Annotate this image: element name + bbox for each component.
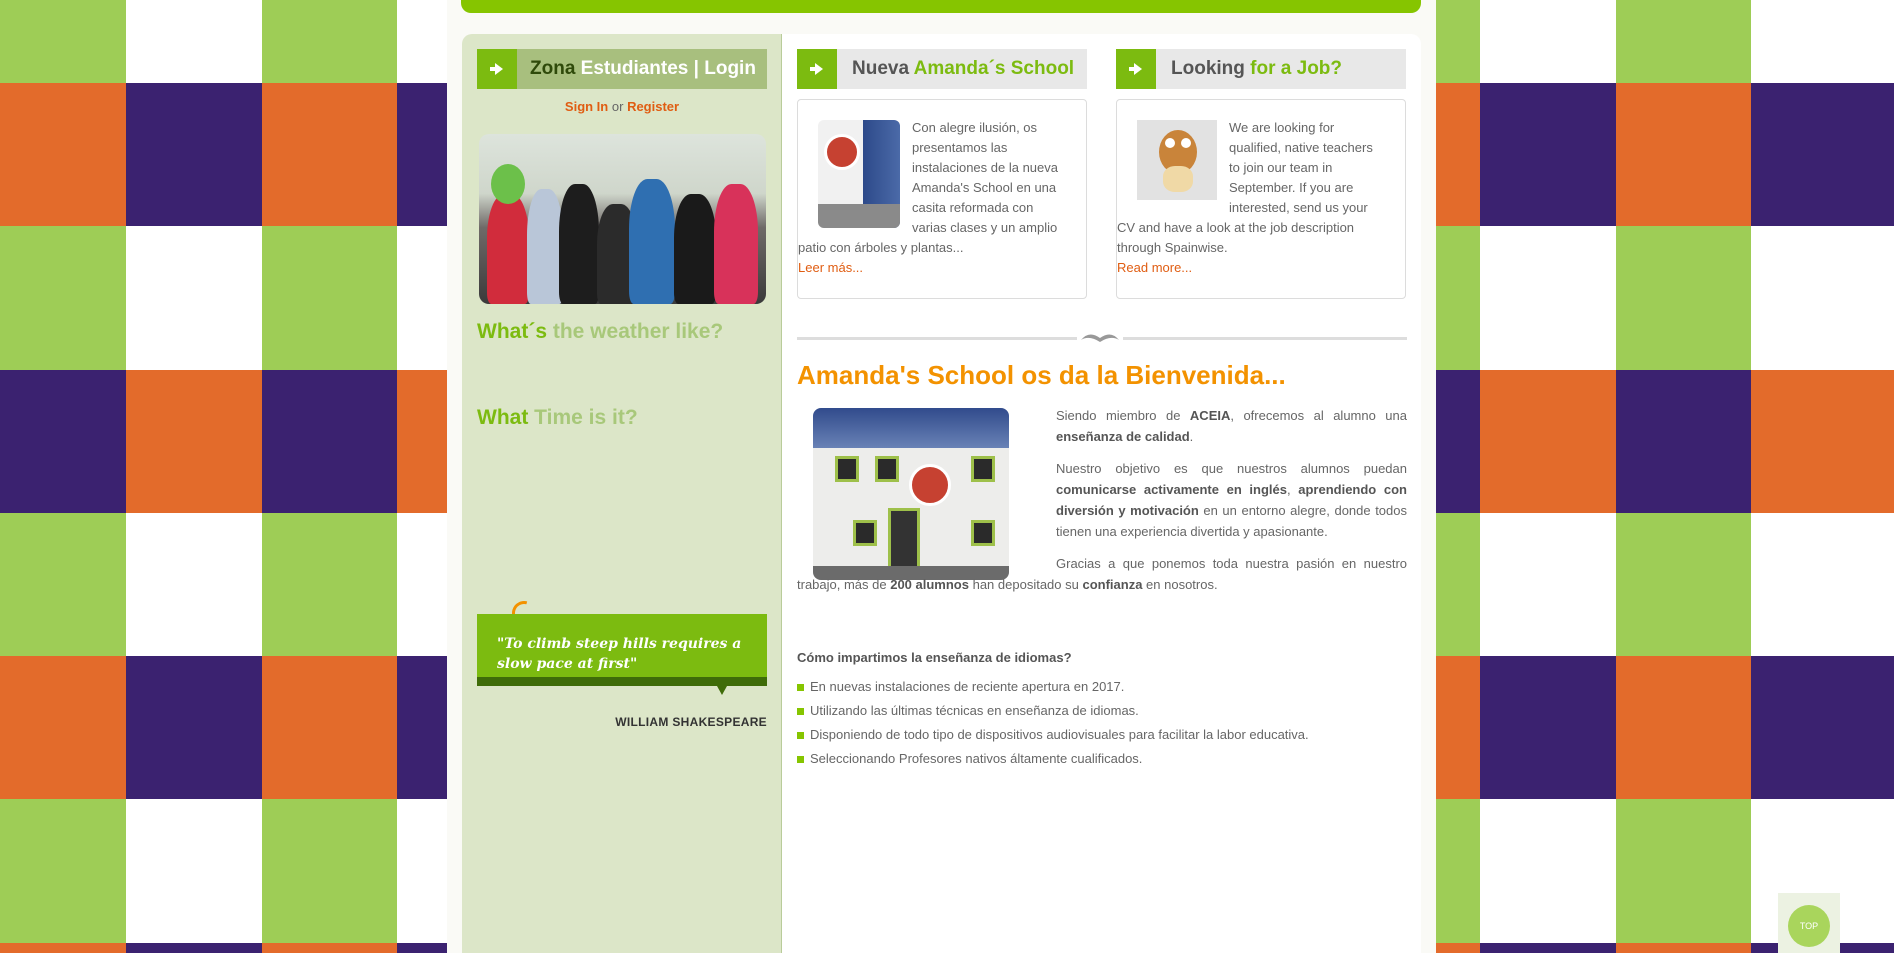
or-text: or <box>611 99 624 114</box>
page-wrapper <box>447 0 1436 953</box>
arrow-right-icon <box>1116 49 1156 89</box>
teaching-subheading: Cómo impartimos la enseñanza de idiomas? <box>797 650 1072 665</box>
teaching-list <box>797 675 1309 771</box>
weather-title: What´s the weather like? <box>477 320 724 343</box>
register-link[interactable]: Register <box>627 99 680 114</box>
owl-thumbnail <box>1137 120 1217 200</box>
intro-paragraph: Siendo miembro de ACEIA, ofrecemos al alumno una enseñanza de calidad. <box>1056 408 1407 444</box>
quote-text: "To climb steep hills requires a slow pace at first" <box>497 636 742 672</box>
sidebar <box>462 34 782 953</box>
job-card-text: We are looking for qualified, native teachers to join our team in September. If you are interested, send us your CV and have a look at the job description through Spainwise. <box>1117 120 1373 255</box>
top-bar <box>461 0 1421 13</box>
kids-photo <box>479 134 766 304</box>
list-item: En nuevas instalaciones de reciente apertura en 2017. <box>797 675 1309 699</box>
job-card <box>1116 99 1406 299</box>
quote-box <box>477 614 767 686</box>
login-header <box>477 49 767 89</box>
list-item: Utilizando las últimas técnicas en enseñanza de idiomas. <box>797 699 1309 723</box>
school-card-text: Con alegre ilusión, os presentamos las instalaciones de la nueva Amanda's School en una casita reformada con varias clases y un amplio patio con árboles y plantas... <box>798 120 1058 255</box>
login-title-dark: Zona <box>530 58 576 79</box>
objective-paragraph: Nuestro objetivo es que nuestros alumnos puedan comunicarse activamente en inglés, aprendiendo con diversión y motivación en un entorno alegre, donde todos tienen una experiencia divertida y apasionante. <box>1056 461 1407 539</box>
school-card-header: Nueva Amanda´s School <box>797 49 1087 89</box>
time-title: What Time is it? <box>477 406 638 429</box>
school-card <box>797 99 1087 299</box>
read-more-school-link[interactable]: Leer más... <box>798 260 864 275</box>
list-item: Disponiendo de todo tipo de dispositivos audiovisuales para facilitar la labor educativa. <box>797 723 1309 747</box>
arrow-right-icon <box>797 49 837 89</box>
quote-author: WILLIAM SHAKESPEARE <box>615 715 767 729</box>
arrow-right-icon <box>477 49 517 89</box>
login-title-light: Estudiantes | Login <box>580 58 756 79</box>
list-item: Seleccionando Profesores nativos áltamente cualificados. <box>797 747 1309 771</box>
back-to-top-button[interactable] <box>1778 893 1840 953</box>
trust-paragraph: Gracias a que ponemos toda nuestra pasión en nuestro trabajo, más de 200 alumnos han depositado su confianza en nosotros. <box>797 556 1407 592</box>
ornament-icon <box>1077 330 1123 346</box>
read-more-job-link[interactable]: Read more... <box>1117 260 1193 275</box>
signin-row <box>477 99 767 114</box>
top-label: TOP <box>1788 905 1830 947</box>
job-card-header: Looking for a Job? <box>1116 49 1406 89</box>
school-thumbnail <box>818 120 900 228</box>
welcome-title: Amanda's School os da la Bienvenida... <box>797 360 1286 390</box>
main-content <box>782 34 1421 953</box>
sign-in-link[interactable]: Sign In <box>564 99 609 114</box>
